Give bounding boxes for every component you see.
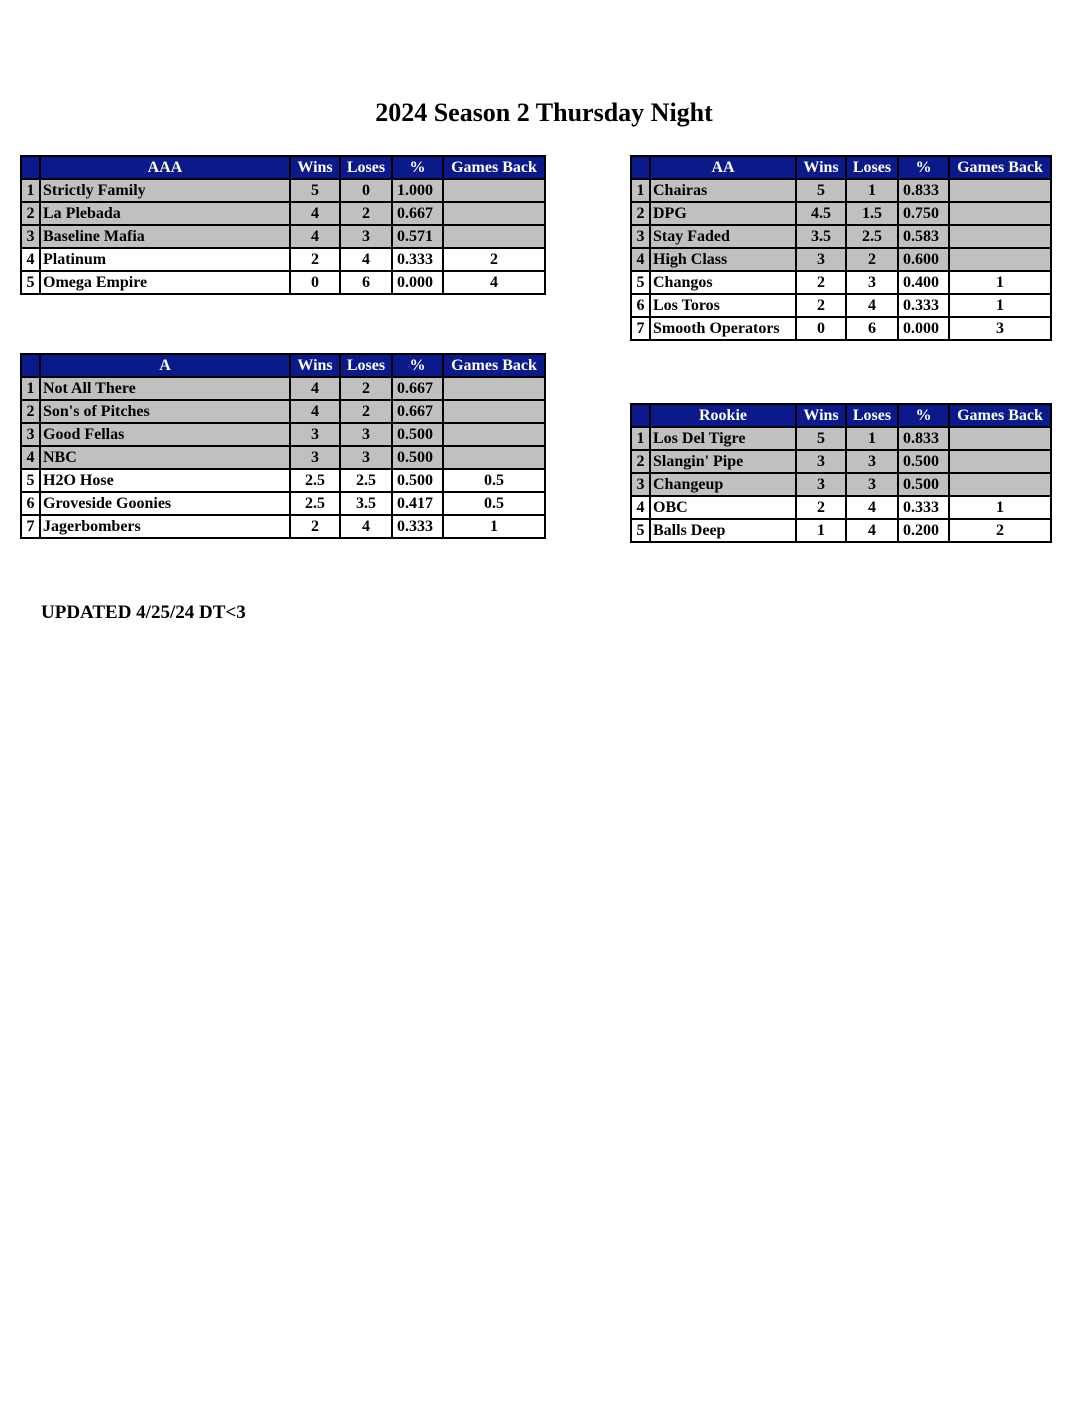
games-back-cell: [443, 377, 545, 400]
loses-cell: 2: [340, 377, 392, 400]
loses-cell: 2.5: [846, 225, 898, 248]
wins-cell: 5: [290, 179, 340, 202]
rank-cell: 4: [21, 248, 40, 271]
games-back-cell: 1: [949, 496, 1051, 519]
rank-cell: 3: [21, 225, 40, 248]
wins-cell: 4.5: [796, 202, 846, 225]
division-name: A: [40, 354, 290, 377]
loses-cell: 2: [340, 400, 392, 423]
pct-cell: 0.583: [898, 225, 949, 248]
team-name: Balls Deep: [650, 519, 796, 542]
loses-cell: 4: [340, 248, 392, 271]
rank-cell: 5: [631, 271, 650, 294]
team-row: [631, 248, 1051, 271]
games-back-cell: 3: [949, 317, 1051, 340]
wins-cell: 4: [290, 202, 340, 225]
rank-cell: 2: [631, 202, 650, 225]
team-row: [21, 202, 545, 225]
division-name: AAA: [40, 156, 290, 179]
loses-cell: 3: [846, 271, 898, 294]
team-row: [631, 519, 1051, 542]
games-back-cell: 0.5: [443, 469, 545, 492]
wins-cell: 2: [796, 294, 846, 317]
pct-cell: 0.833: [898, 179, 949, 202]
pct-cell: 0.500: [392, 446, 443, 469]
wins-cell: 2: [796, 271, 846, 294]
team-row: [631, 496, 1051, 519]
team-row: [631, 450, 1051, 473]
games-back-cell: 0.5: [443, 492, 545, 515]
wins-cell: 3: [290, 446, 340, 469]
loses-cell: 6: [846, 317, 898, 340]
games-back-cell: [443, 446, 545, 469]
loses-cell: 4: [846, 294, 898, 317]
pct-header: %: [898, 156, 949, 179]
loses-cell: 2: [340, 202, 392, 225]
team-row: [21, 446, 545, 469]
pct-cell: 0.200: [898, 519, 949, 542]
pct-cell: 0.333: [898, 294, 949, 317]
wins-cell: 0: [796, 317, 846, 340]
team-name: OBC: [650, 496, 796, 519]
wins-cell: 2: [796, 496, 846, 519]
pct-cell: 0.000: [898, 317, 949, 340]
team-row: [21, 225, 545, 248]
team-row: [631, 179, 1051, 202]
wins-cell: 3.5: [796, 225, 846, 248]
loses-header: Loses: [340, 156, 392, 179]
table-header: [631, 156, 1051, 179]
team-name: Groveside Goonies: [40, 492, 290, 515]
team-row: [631, 225, 1051, 248]
table-header: [21, 354, 545, 377]
pct-cell: 0.667: [392, 400, 443, 423]
standings-table-aa: [630, 155, 1052, 341]
loses-cell: 3: [846, 450, 898, 473]
wins-cell: 5: [796, 179, 846, 202]
wins-cell: 2.5: [290, 469, 340, 492]
team-row: [21, 248, 545, 271]
pct-cell: 0.333: [898, 496, 949, 519]
standings-table-rookie: [630, 403, 1052, 543]
games-back-cell: 2: [443, 248, 545, 271]
standings-table-aaa: [20, 155, 546, 295]
pct-cell: 0.750: [898, 202, 949, 225]
team-row: [631, 473, 1051, 496]
pct-cell: 0.667: [392, 202, 443, 225]
games-back-cell: [443, 423, 545, 446]
table-header: [21, 156, 545, 179]
rank-cell: 2: [21, 400, 40, 423]
wins-cell: 2.5: [290, 492, 340, 515]
team-name: La Plebada: [40, 202, 290, 225]
team-name: Platinum: [40, 248, 290, 271]
team-name: Good Fellas: [40, 423, 290, 446]
loses-cell: 3: [340, 225, 392, 248]
games-back-cell: [949, 202, 1051, 225]
team-row: [631, 271, 1051, 294]
games-back-header: Games Back: [443, 354, 545, 377]
games-back-cell: [949, 473, 1051, 496]
team-row: [21, 400, 545, 423]
games-back-cell: [949, 427, 1051, 450]
rank-cell: 1: [21, 179, 40, 202]
standings-table-a: [20, 353, 546, 539]
team-row: [631, 317, 1051, 340]
team-name: Changos: [650, 271, 796, 294]
page-title: 2024 Season 2 Thursday Night: [375, 98, 713, 127]
loses-cell: 1: [846, 179, 898, 202]
rank-cell: 3: [631, 473, 650, 496]
pct-cell: 0.400: [898, 271, 949, 294]
team-name: Strictly Family: [40, 179, 290, 202]
team-name: Chairas: [650, 179, 796, 202]
games-back-cell: [949, 248, 1051, 271]
games-back-cell: 4: [443, 271, 545, 294]
loses-header: Loses: [340, 354, 392, 377]
team-row: [631, 427, 1051, 450]
team-name: NBC: [40, 446, 290, 469]
table-header: [631, 404, 1051, 427]
team-row: [21, 377, 545, 400]
pct-cell: 0.500: [898, 473, 949, 496]
updated-note: UPDATED 4/25/24 DT<3: [41, 602, 246, 623]
rank-cell: 5: [631, 519, 650, 542]
wins-header: Wins: [796, 156, 846, 179]
team-name: Omega Empire: [40, 271, 290, 294]
games-back-cell: 1: [949, 294, 1051, 317]
wins-cell: 4: [290, 225, 340, 248]
pct-cell: 0.500: [392, 423, 443, 446]
pct-cell: 1.000: [392, 179, 443, 202]
pct-header: %: [392, 354, 443, 377]
games-back-header: Games Back: [949, 404, 1051, 427]
team-name: H2O Hose: [40, 469, 290, 492]
team-name: Jagerbombers: [40, 515, 290, 538]
rank-cell: 5: [21, 271, 40, 294]
pct-cell: 0.333: [392, 515, 443, 538]
loses-cell: 2: [846, 248, 898, 271]
loses-cell: 2.5: [340, 469, 392, 492]
games-back-cell: 2: [949, 519, 1051, 542]
loses-cell: 4: [340, 515, 392, 538]
pct-cell: 0.500: [898, 450, 949, 473]
wins-cell: 4: [290, 400, 340, 423]
games-back-cell: [949, 450, 1051, 473]
rank-cell: 4: [21, 446, 40, 469]
pct-cell: 0.571: [392, 225, 443, 248]
team-name: Los Del Tigre: [650, 427, 796, 450]
team-name: Not All There: [40, 377, 290, 400]
pct-cell: 0.333: [392, 248, 443, 271]
rank-cell: 3: [631, 225, 650, 248]
rank-cell: 6: [631, 294, 650, 317]
team-name: Son's of Pitches: [40, 400, 290, 423]
division-name: AA: [650, 156, 796, 179]
rank-cell: 2: [21, 202, 40, 225]
pct-cell: 0.500: [392, 469, 443, 492]
pct-cell: 0.833: [898, 427, 949, 450]
games-back-cell: [949, 179, 1051, 202]
pct-cell: 0.000: [392, 271, 443, 294]
team-row: [21, 423, 545, 446]
wins-header: Wins: [290, 354, 340, 377]
team-row: [21, 271, 545, 294]
games-back-cell: [443, 225, 545, 248]
games-back-cell: [949, 225, 1051, 248]
wins-cell: 3: [290, 423, 340, 446]
rank-cell: 1: [631, 179, 650, 202]
games-back-cell: [443, 202, 545, 225]
loses-cell: 6: [340, 271, 392, 294]
games-back-cell: 1: [443, 515, 545, 538]
rank-cell: 2: [631, 450, 650, 473]
loses-cell: 4: [846, 496, 898, 519]
wins-cell: 4: [290, 377, 340, 400]
loses-cell: 3: [340, 446, 392, 469]
team-row: [21, 469, 545, 492]
rank-cell: 7: [631, 317, 650, 340]
loses-cell: 1.5: [846, 202, 898, 225]
team-name: Smooth Operators: [650, 317, 796, 340]
wins-cell: 5: [796, 427, 846, 450]
rank-cell: 5: [21, 469, 40, 492]
team-name: Los Toros: [650, 294, 796, 317]
team-row: [21, 492, 545, 515]
wins-header: Wins: [796, 404, 846, 427]
division-name: Rookie: [650, 404, 796, 427]
loses-cell: 3.5: [340, 492, 392, 515]
team-name: Baseline Mafia: [40, 225, 290, 248]
wins-cell: 2: [290, 515, 340, 538]
loses-cell: 4: [846, 519, 898, 542]
team-row: [21, 515, 545, 538]
wins-header: Wins: [290, 156, 340, 179]
wins-cell: 1: [796, 519, 846, 542]
rank-cell: 7: [21, 515, 40, 538]
games-back-cell: [443, 179, 545, 202]
loses-cell: 3: [340, 423, 392, 446]
team-name: Stay Faded: [650, 225, 796, 248]
pct-header: %: [898, 404, 949, 427]
team-row: [631, 294, 1051, 317]
loses-cell: 0: [340, 179, 392, 202]
team-name: Changeup: [650, 473, 796, 496]
wins-cell: 3: [796, 248, 846, 271]
wins-cell: 3: [796, 450, 846, 473]
loses-header: Loses: [846, 156, 898, 179]
pct-header: %: [392, 156, 443, 179]
pct-cell: 0.600: [898, 248, 949, 271]
wins-cell: 0: [290, 271, 340, 294]
wins-cell: 3: [796, 473, 846, 496]
team-row: [21, 179, 545, 202]
rank-cell: 4: [631, 496, 650, 519]
team-name: DPG: [650, 202, 796, 225]
games-back-cell: [443, 400, 545, 423]
rank-cell: 1: [631, 427, 650, 450]
loses-cell: 1: [846, 427, 898, 450]
rank-cell: 1: [21, 377, 40, 400]
games-back-header: Games Back: [443, 156, 545, 179]
pct-cell: 0.667: [392, 377, 443, 400]
rank-cell: 3: [21, 423, 40, 446]
team-name: Slangin' Pipe: [650, 450, 796, 473]
rank-cell: 6: [21, 492, 40, 515]
loses-cell: 3: [846, 473, 898, 496]
games-back-header: Games Back: [949, 156, 1051, 179]
wins-cell: 2: [290, 248, 340, 271]
rank-cell: 4: [631, 248, 650, 271]
team-row: [631, 202, 1051, 225]
pct-cell: 0.417: [392, 492, 443, 515]
team-name: High Class: [650, 248, 796, 271]
loses-header: Loses: [846, 404, 898, 427]
games-back-cell: 1: [949, 271, 1051, 294]
